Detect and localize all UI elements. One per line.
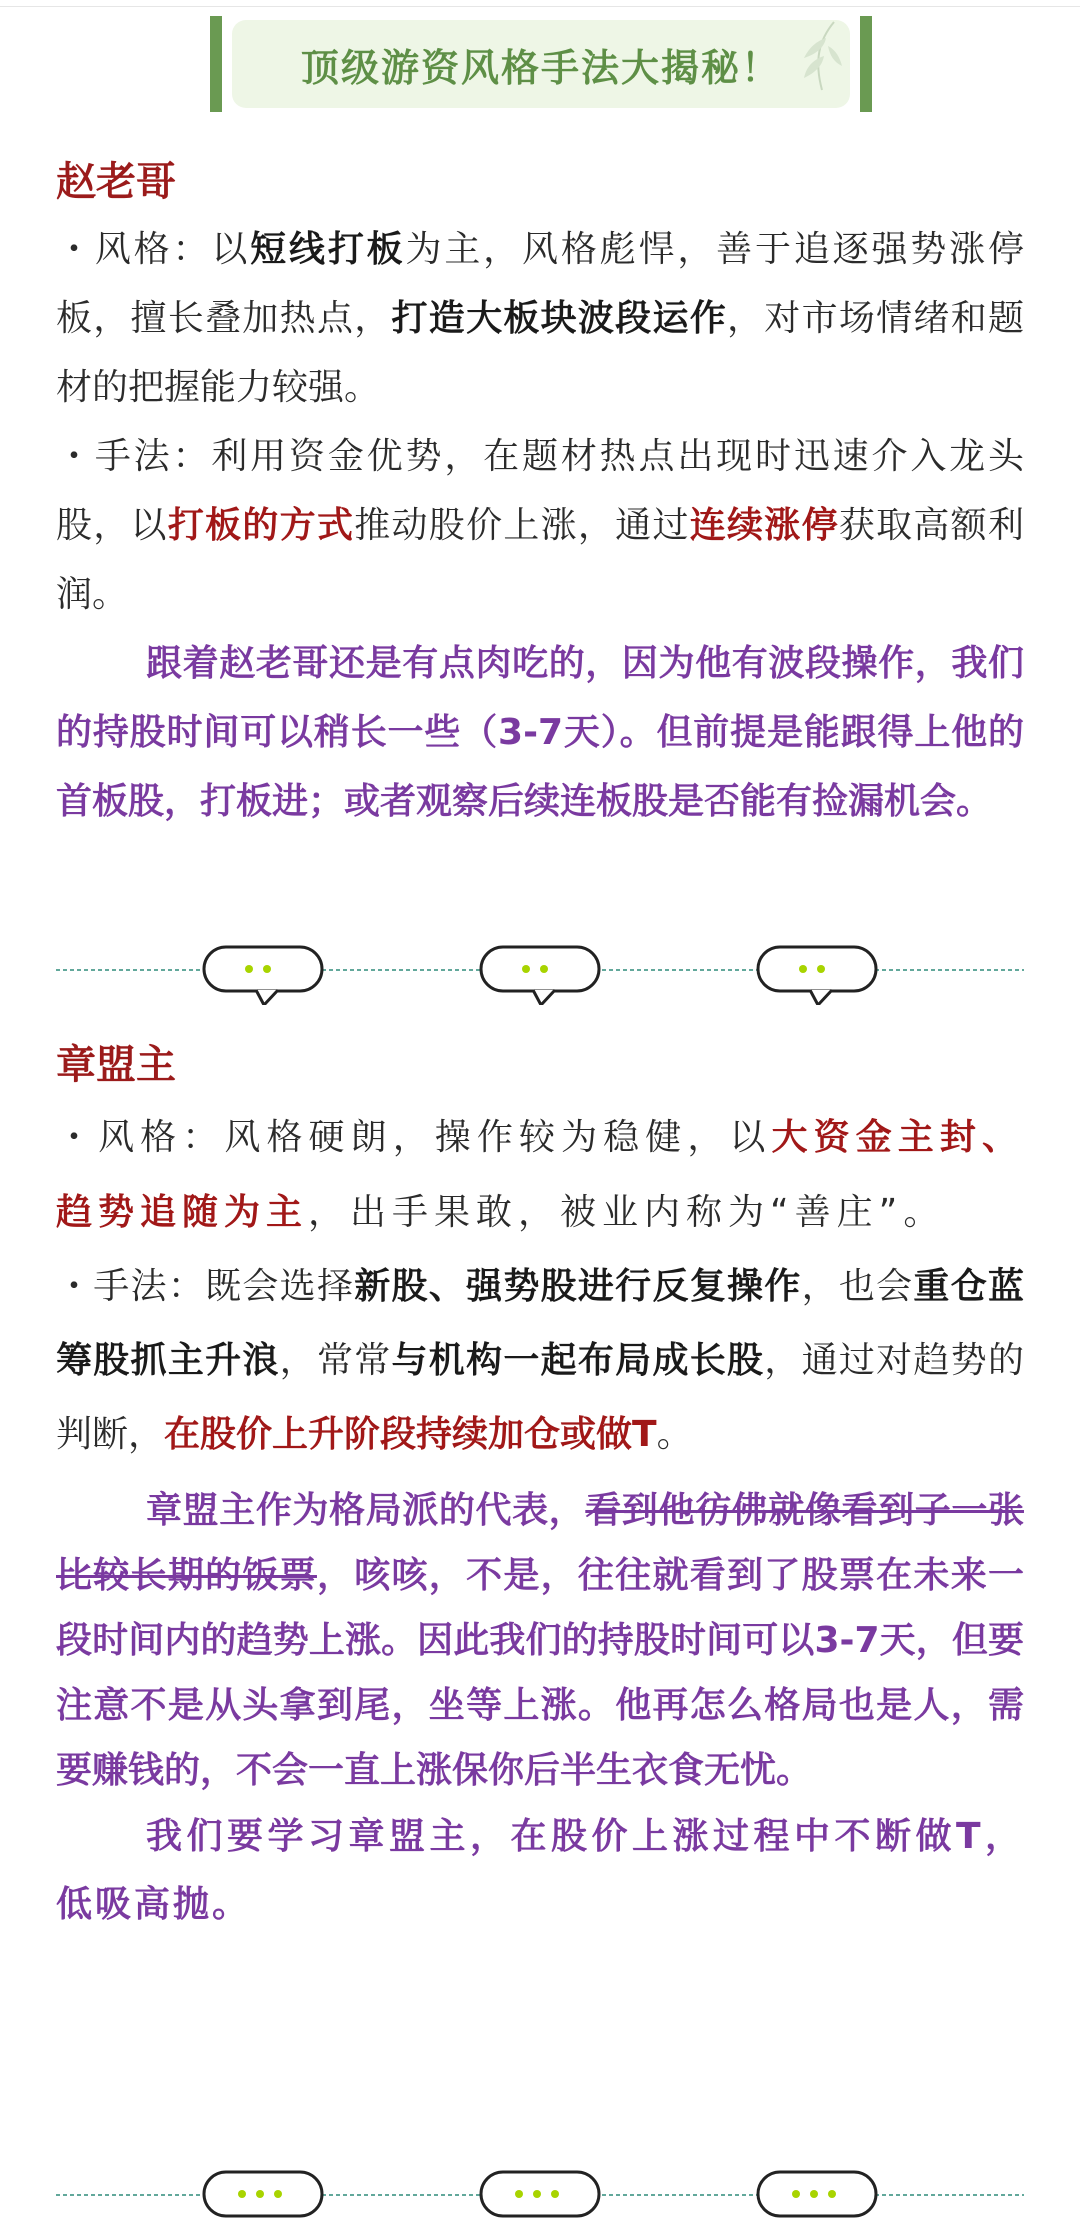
comment-text: ，咳咳，不是，往往就看到了股票在未来一段时间内的趋势上涨。因此我们的持股时间可以3-7天，但要注意不是从头拿到尾，坐等上涨。他再怎么格局也是人，需要赚钱的，不会一直上涨保你后半生衣食无忧。	[56, 1555, 1024, 1791]
method-text: ・手法：既会选择	[56, 1266, 355, 1307]
method-text: ・手法：利用资金优势，在题材热点出现时迅速介入龙头股，以	[56, 436, 1024, 546]
section-banner	[210, 16, 872, 112]
style-text: ，对市场情绪和题材的把握能力较强。	[56, 298, 1024, 408]
section-title: 章盟主	[56, 1042, 176, 1088]
method-bold: 新股、强势股进行反复操作	[354, 1266, 802, 1307]
banner-panel	[232, 20, 850, 108]
method-paragraph	[56, 422, 1024, 629]
style-text: ・风格：风格硬朗，操作较为稳健，以	[56, 1117, 772, 1158]
section-title: 赵老哥	[56, 159, 176, 205]
speech-bubble-icon	[204, 2172, 322, 2216]
style-highlight: 大资金主封、趋势追随为主	[56, 1117, 1024, 1233]
banner-title: 顶级游资风格手法大揭秘！	[300, 45, 781, 90]
speech-bubble-icon	[481, 2172, 599, 2216]
method-text: 推动股价上涨，通过	[354, 505, 690, 546]
section-zhao	[56, 150, 1024, 836]
method-highlight: 在股价上升阶段持续加仓或做T	[164, 1414, 657, 1455]
speech-bubble-icon	[204, 947, 322, 1005]
top-border	[0, 6, 1080, 7]
speech-bubble-divider	[56, 2160, 1024, 2230]
style-bold: 打造大板块波段运作	[391, 298, 728, 339]
method-text: 获取高额利润。	[56, 505, 1024, 615]
section-zhang	[56, 1033, 1024, 1939]
speech-bubble-icon	[758, 947, 876, 1005]
method-text: ，通过对趋势的判断，	[56, 1340, 1024, 1455]
style-paragraph	[56, 1100, 1024, 1250]
method-text: 。	[656, 1414, 693, 1455]
method-highlight: 连续涨停	[689, 505, 839, 546]
speech-bubble-icon	[481, 947, 599, 1005]
banner-right-bar	[860, 16, 872, 112]
method-text: ，常常	[279, 1340, 392, 1381]
comment-paragraph: 跟着赵老哥还是有点肉吃的，因为他有波段操作，我们的持股时间可以稍长一些（3-7天）。但前提是能跟得上他的首板股，打板进；或者观察后续连板股是否能有捡漏机会。	[56, 643, 1024, 822]
method-highlight: 打板的方式	[167, 505, 355, 546]
method-bold: 与机构一起布局成长股	[391, 1340, 765, 1381]
style-text: 为主，风格彪悍，善于追逐强势涨停板，擅长叠加热点，	[56, 229, 1024, 339]
speech-bubble-icon	[758, 2172, 876, 2216]
comment-strikethrough: 看到他彷佛就像看到子一张比较长期的饭票	[56, 1490, 1024, 1596]
style-text: ・风格：以	[56, 229, 251, 270]
banner-left-bar	[210, 16, 222, 112]
style-text: ，出手果敢，被业内称为“善庄”。	[308, 1192, 946, 1233]
speech-bubble-divider	[56, 935, 1024, 1005]
comment-paragraph	[56, 1478, 1024, 1803]
comment-text: 章盟主作为格局派的代表，	[146, 1490, 586, 1531]
method-text: ，也会	[801, 1266, 914, 1307]
method-bold: 重仓蓝筹股抓主升浪	[56, 1266, 1024, 1381]
comment2-paragraph: 我们要学习章盟主，在股价上涨过程中不断做T，低吸高抛。	[56, 1816, 1024, 1925]
method-paragraph	[56, 1250, 1024, 1472]
style-paragraph	[56, 215, 1024, 422]
style-bold: 短线打板	[250, 229, 406, 270]
